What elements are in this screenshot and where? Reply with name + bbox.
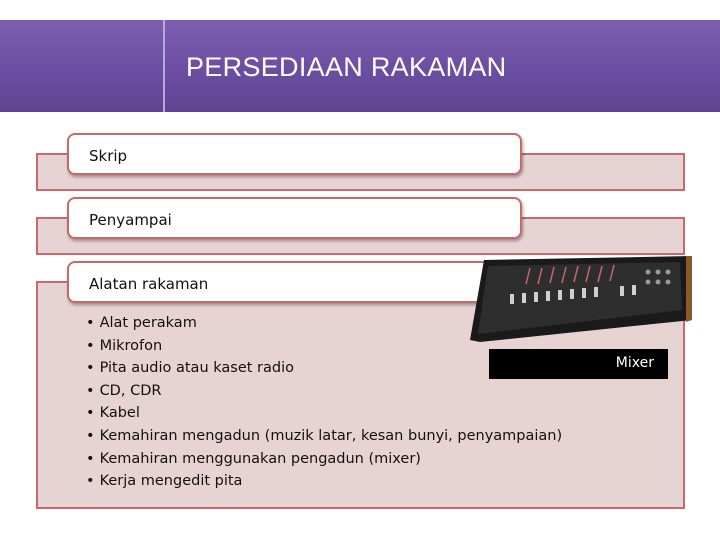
mixer-caption: Mixer (489, 349, 668, 379)
skrip-label: Skrip (89, 147, 128, 165)
alatan-label: Alatan rakaman (89, 275, 209, 293)
list-item: • Kerja mengedit pita (86, 470, 562, 493)
slide-title: PERSEDIAAN RAKAMAN (186, 52, 507, 82)
penyampai-box (67, 197, 522, 239)
penyampai-label: Penyampai (89, 211, 172, 229)
list-item: • Alat perakam (86, 312, 562, 335)
equipment-list (86, 312, 562, 493)
list-item: • CD, CDR (86, 380, 562, 403)
list-item: • Kabel (86, 402, 562, 425)
list-item: • Kemahiran mengadun (muzik latar, kesan bunyi, penyampaian) (86, 425, 562, 448)
skrip-box (67, 133, 522, 175)
list-item: • Pita audio atau kaset radio (86, 357, 562, 380)
list-item: • Mikrofon (86, 335, 562, 358)
title-divider (163, 20, 165, 112)
title-banner (0, 20, 720, 112)
list-item: • Kemahiran menggunakan pengadun (mixer) (86, 448, 562, 471)
alatan-box (67, 261, 522, 303)
